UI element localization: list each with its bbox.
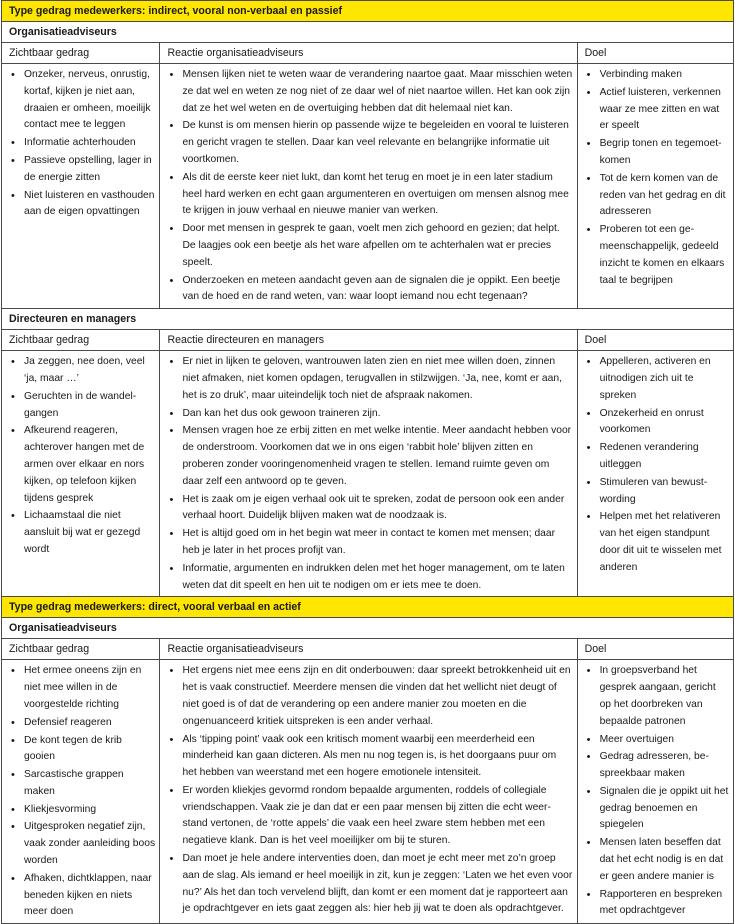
list-item: • De kont tegen de krib gooien (7, 733, 155, 767)
list-item: • Signalen die je oppikt uit het gedrag benoemen en spiegelen (583, 784, 729, 834)
goal-cell (577, 64, 733, 309)
list-item: • Meer overtuigen (583, 732, 729, 749)
list-item: • Uitgesproken negatief zijn, vaak zonder aanleiding boos worden (7, 819, 155, 869)
column-header: Doel (577, 43, 733, 64)
list-item: • Informatie achterhouden (7, 135, 155, 152)
reaction-cell (160, 64, 577, 309)
behaviour-table (1, 0, 734, 924)
visible-behaviour-cell (2, 351, 160, 597)
list-item: • Als dit de eerste keer niet lukt, dan komt het terug en moet je in een later stadium heel hard werken en echt gaan argumenteren en overtuigen om mensen alsnog mee te krijgen in jouw verhaal en nieuwe manier van werken. (165, 170, 572, 220)
list-item: • Dan moet je hele andere interventies doen, dan moet je echt meer met zo’n groep aan de slag. Als iemand er heel moeilijk in zit, kun je zeggen: ‘Laten we het even voor nu?’ Als het dan toch vervelend blijft, dan komt er een moment dat je rapporteert aan je opdrachtgever en iets gaat zeggen als: hier heb jij wat te doen als opdrachtgever. (165, 851, 572, 918)
list-item: • Ja zeggen, nee doen, veel ‘ja, maar …’ (7, 354, 155, 388)
list-item: • Onzekerheid en onrust voorkomen (583, 406, 729, 440)
list-item: • Dan kan het dus ook gewoon traineren zijn. (165, 406, 572, 423)
list-item: • Rapporteren en bespreken met opdrachtgever (583, 887, 729, 921)
column-header: Zichtbaar gedrag (2, 330, 160, 351)
list-item: • Sarcastische grappen maken (7, 767, 155, 801)
list-item: • Appelleren, activeren en uitnodigen zich uit te spreken (583, 354, 729, 404)
list-item: • Niet luisteren en vasthouden aan de eigen opvattingen (7, 188, 155, 222)
section-title: Type gedrag medewerkers: indirect, vooral non-verbaal en passief (2, 1, 734, 22)
column-header: Zichtbaar gedrag (2, 43, 160, 64)
list-item: • Het ermee oneens zijn en niet mee willen in de voorgestelde richting (7, 663, 155, 713)
list-item: • De kunst is om mensen hierin op passende wijze te begeleiden en vooral te luisteren en gericht vragen te stellen. Daar kan veel relevante en belangrijke informatie uit voortkomen. (165, 118, 572, 168)
list-item: • Er worden kliekjes gevormd rondom bepaalde argumenten, roddels of collegiale vriendschappen. Vaak zie je dan dat er een paar mensen bij zitten die echt weerstand vertonen, de ‘rotte appels’ die vaak een heel zware stem hebben met een negatieve klank. Dan is het veel moeilijker om bij te sturen. (165, 783, 572, 850)
column-header: Doel (577, 639, 733, 660)
list-item: • Door met mensen in gesprek te gaan, voelt men zich gehoord en gezien; dat helpt. De laagjes ook een beetje als het ware afpellen om te achterhalen wat er precies speelt. (165, 221, 572, 271)
list-item: • Stimuleren van bewustwording (583, 475, 729, 509)
list-item: • Mensen vragen hoe ze erbij zitten en met welke intentie. Meer aandacht hebben voor de onderstroom. Voorkomen dat we in ons eigen ‘rabbit hole’ blijven zitten en proberen zonder vooringenomenheid vragen te stellen. Iemand ruimte geven om daar zelf een antwoord op te geven. (165, 423, 572, 490)
list-item: • Helpen met het relativeren van het eigen standpunt door dit uit te wisselen met anderen (583, 509, 729, 576)
list-item: • Mensen lijken niet te weten waar de verandering naartoe gaat. Maar misschien weten ze dat wel en weten ze nog niet of ze daar wel of niet naartoe willen. Het kan ook zijn dat ze het wel weten en de overtuiging hebben dat dit helemaal niet kan. (165, 67, 572, 117)
column-header: Doel (577, 330, 733, 351)
list-item: • Lichaamstaal die niet aansluit bij wat er gezegd wordt (7, 508, 155, 558)
list-item: • Begrip tonen en tegemoetkomen (583, 136, 729, 170)
list-item: • Afkeurend reageren, achterover hangen met de armen over elkaar en nors kijken, op telefoon kijken tijdens gesprek (7, 423, 155, 507)
list-item: • Redenen verandering uitleggen (583, 440, 729, 474)
group-title: Organisatieadviseurs (2, 618, 734, 639)
list-item: • Actief luisteren, verkennen waar ze mee zitten en wat er speelt (583, 85, 729, 135)
list-item: • Passieve opstelling, lager in de energie zitten (7, 153, 155, 187)
list-item: • Defensief reageren (7, 715, 155, 732)
column-header: Reactie organisatieadviseurs (160, 639, 577, 660)
section-title: Type gedrag medewerkers: direct, vooral verbaal en actief (2, 597, 734, 618)
list-item: • Onderzoeken en meteen aandacht geven aan de signalen die je oppikt. Een beetje van de hoed en de rand weten, van: waar loopt iemand nou echt tegenaan? (165, 273, 572, 307)
group-title: Organisatieadviseurs (2, 22, 734, 43)
list-item: • Proberen tot een gemeenschappelijk, gedeeld inzicht te komen en elkaars taal te begrijpen (583, 222, 729, 289)
list-item: • Mensen laten beseffen dat dat het echt nodig is en dat er geen andere manier is (583, 835, 729, 885)
goal-cell (577, 660, 733, 924)
goal-cell (577, 351, 733, 597)
list-item: • Geruchten in de wandelgangen (7, 389, 155, 423)
list-item: • Er niet in lijken te geloven, wantrouwen laten zien en niet mee willen doen, zinnen niet afmaken, niet komen opdagen, terugvallen in stilzwijgen. ‘Ja, nee, komt er aan, het is zo druk’, maar uiteindelijk toch niet de afspraak nakomen. (165, 354, 572, 404)
list-item: • Het ergens niet mee eens zijn en dit onderbouwen: daar spreekt betrokkenheid uit en het is vaak constructief. Meerdere mensen die vinden dat het wellicht niet deugt of niet goed is of dat de verandering op een andere manier zou moeten en die ongenuanceerd kritiek uitspreken is een ander verhaal. (165, 663, 572, 730)
column-header: Reactie organisatieadviseurs (160, 43, 577, 64)
list-item: • Afhaken, dichtklappen, naar beneden kijken en niets meer doen (7, 871, 155, 921)
list-item: • Tot de kern komen van de reden van het gedrag en dit adresseren (583, 171, 729, 221)
reaction-cell (160, 351, 577, 597)
visible-behaviour-cell (2, 64, 160, 309)
list-item: • Informatie, argumenten en indrukken delen met het hoger management, om te laten weten dat dit speelt en hen uit te nodigen om er iets mee te doen. (165, 561, 572, 595)
list-item: • In groepsverband het gesprek aangaan, gericht op het doorbreken van bepaalde patronen (583, 663, 729, 730)
list-item: • Gedrag adresseren, bespreekbaar maken (583, 749, 729, 783)
list-item: • Onzeker, nerveus, onrustig, kortaf, kijken je niet aan, draaien er omheen, moeilijk contact mee te leggen (7, 67, 155, 134)
group-title: Directeuren en managers (2, 309, 734, 330)
list-item: • Kliekjesvorming (7, 802, 155, 819)
list-item: • Het is zaak om je eigen verhaal ook uit te spreken, zodat de persoon ook een ander verhaal hoort. Duidelijk blijven maken wat de noodzaak is. (165, 492, 572, 526)
list-item: • Verbinding maken (583, 67, 729, 84)
list-item: • Als ‘tipping point’ vaak ook een kritisch moment waarbij een meerderheid een minderheid kan gaan dicteren. Als men nu nog tegen is, is het doorgaans puur om het hebben van weerstand met een hogere emotionele intensiteit. (165, 732, 572, 782)
column-header: Reactie directeuren en managers (160, 330, 577, 351)
list-item: • Het is altijd goed om in het begin wat meer in contact te komen met mensen; daar heb je later in het proces profijt van. (165, 526, 572, 560)
reaction-cell (160, 660, 577, 924)
column-header: Zichtbaar gedrag (2, 639, 160, 660)
visible-behaviour-cell (2, 660, 160, 924)
